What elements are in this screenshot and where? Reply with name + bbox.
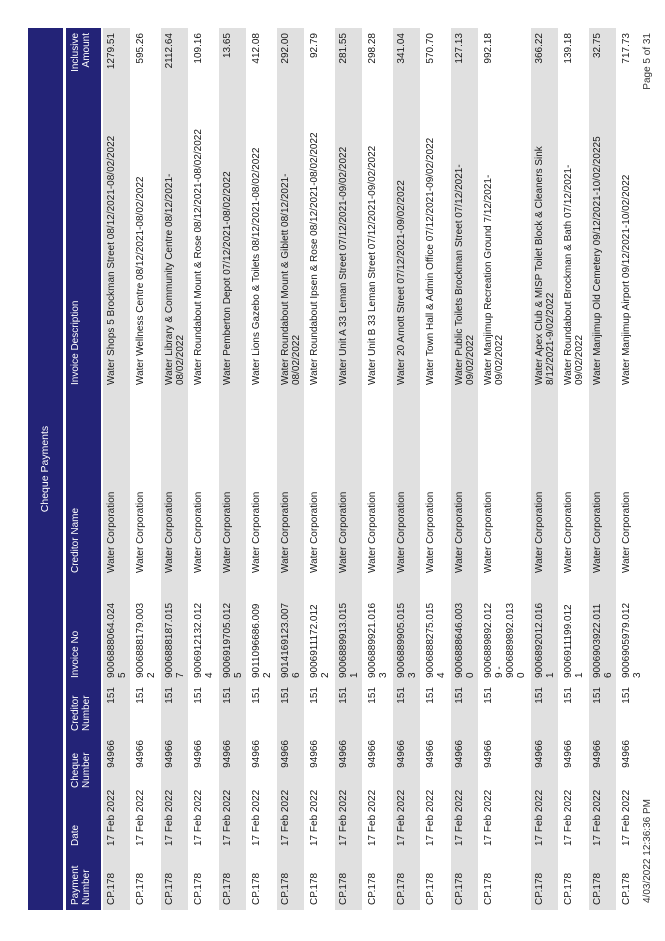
cell-payment-number: CP.178 (392, 851, 421, 910)
cell-date: 17 Feb 2022 (135, 789, 146, 846)
cell-payment-number: CP.178 (530, 851, 559, 910)
cell-payment-number: CP.178 (563, 872, 574, 905)
cell-inclusive-amount: 92.79 (309, 33, 320, 59)
cell-date: 17 Feb 2022 (251, 789, 262, 846)
cell-creditor-number: 151 (276, 683, 305, 736)
cell-invoice-description: Water Roundabout Mount & Rose 08/12/2021-08/02/2022 (193, 129, 204, 385)
cell-creditor-number: 151 (160, 683, 189, 736)
cell-creditor-name: Water Corporation (334, 391, 363, 596)
table-header (66, 28, 102, 910)
report-title-bar (28, 28, 63, 910)
table-row (617, 28, 645, 910)
cell-creditor-number: 151 (135, 687, 146, 704)
cell-creditor-name: Water Corporation (193, 491, 204, 573)
cell-date: 17 Feb 2022 (102, 793, 131, 851)
cell-date: 17 Feb 2022 (392, 793, 421, 851)
column-header-creditor-name: Creditor Name (66, 391, 102, 596)
cell-inclusive-amount: 281.55 (334, 28, 363, 123)
cell-creditor-name: Water Corporation (450, 391, 479, 596)
cell-creditor-name: Water Corporation (425, 491, 436, 573)
cell-invoice-description: Water Manjimup Old Cemetery 09/12/2021-10/02/20225 (588, 123, 617, 391)
cell-date: 17 Feb 2022 (334, 793, 363, 851)
cell-invoice-description: Water Library & Community Centre 08/12/2021-08/02/2022 (160, 123, 189, 391)
table-row (247, 28, 276, 910)
cell-date: 17 Feb 2022 (483, 789, 494, 846)
cell-invoice-description: Water Wellness Centre 08/12/2021-08/02/2022 (135, 176, 146, 385)
cell-invoice-description: Water Pemberton Depot 07/12/2021-08/02/2022 (218, 123, 247, 391)
cell-date: 17 Feb 2022 (530, 793, 559, 851)
table-row (588, 28, 617, 910)
cell-cheque-number: 94966 (160, 736, 189, 793)
cell-creditor-name: Water Corporation (392, 391, 421, 596)
cell-date: 17 Feb 2022 (193, 789, 204, 846)
column-header-cheque-number: Cheque Number (66, 736, 102, 793)
table-row (530, 28, 559, 910)
cell-cheque-number: 94966 (483, 740, 494, 768)
cell-date: 17 Feb 2022 (276, 793, 305, 851)
cell-inclusive-amount: 109.16 (193, 33, 204, 64)
cell-creditor-name: Water Corporation (251, 491, 262, 573)
cell-payment-number: CP.178 (588, 851, 617, 910)
cell-inclusive-amount: 139.18 (563, 33, 574, 64)
cell-date: 17 Feb 2022 (588, 793, 617, 851)
cell-cheque-number: 94966 (425, 740, 436, 768)
cell-invoice-description: Water Public Toilets Brockman Street 07/12/2021-09/02/2022 (450, 123, 479, 391)
cell-cheque-number: 94966 (135, 740, 146, 768)
table-row (421, 28, 450, 910)
cell-invoice-no: 9006911199.0121 (563, 604, 585, 678)
cell-invoice-description: Water Apex Club & MISP Toilet Block & Cleaners Sink 8/12/2021-9/02/2022 (530, 123, 559, 391)
cell-payment-number: CP.178 (450, 851, 479, 910)
cell-creditor-number: 151 (193, 687, 204, 704)
cell-creditor-number: 151 (563, 687, 574, 704)
cell-inclusive-amount: 595.26 (135, 33, 146, 64)
cell-payment-number: CP.178 (102, 851, 131, 910)
cell-invoice-no: 9006919705.0125 (218, 596, 247, 683)
cell-date: 17 Feb 2022 (309, 789, 320, 846)
table-row (189, 28, 218, 910)
cell-inclusive-amount: 366.22 (530, 28, 559, 123)
cell-cheque-number: 94966 (450, 736, 479, 793)
cell-cheque-number: 94966 (276, 736, 305, 793)
cell-inclusive-amount: 570.70 (425, 33, 436, 64)
cell-inclusive-amount: 717.73 (621, 33, 632, 64)
table-row (276, 28, 305, 910)
cell-creditor-number: 151 (392, 683, 421, 736)
cell-payment-number: CP.178 (276, 851, 305, 910)
cell-creditor-number: 151 (309, 687, 320, 704)
cell-creditor-name: Water Corporation (276, 391, 305, 596)
cell-invoice-no: 9006892012.0161 (530, 596, 559, 683)
cell-invoice-no: 9006888646.0030 (450, 596, 479, 683)
cell-invoice-description: Water Manjimup Recreation Ground 7/12/2021-09/02/2022 (483, 174, 505, 385)
cell-invoice-no: 9014169123.0076 (276, 596, 305, 683)
cell-creditor-name: Water Corporation (367, 491, 378, 573)
cell-inclusive-amount: 298.28 (367, 33, 378, 64)
cell-invoice-no: 9006888275.0154 (425, 602, 447, 678)
cell-creditor-name: Water Corporation (483, 491, 494, 573)
cell-creditor-name: Water Corporation (621, 491, 632, 573)
cell-cheque-number: 94966 (621, 740, 632, 768)
cell-cheque-number: 94966 (193, 740, 204, 768)
table-row (305, 28, 334, 910)
cell-invoice-no: 9006889921.0163 (367, 602, 389, 678)
cell-payment-number: CP.178 (160, 851, 189, 910)
table-row (479, 28, 530, 910)
column-header-payment-number: Payment Number (66, 851, 102, 910)
column-header-invoice-no: Invoice No (66, 596, 102, 683)
table-row (559, 28, 588, 910)
cell-invoice-no: 9006911172.0122 (309, 604, 331, 678)
cell-cheque-number: 94966 (392, 736, 421, 793)
cell-invoice-description: Water Shops 5 Brockman Street 08/12/2021-08/02/2022 (102, 123, 131, 391)
cell-creditor-number: 151 (450, 683, 479, 736)
cell-date: 17 Feb 2022 (563, 789, 574, 846)
cell-invoice-description: Water Unit A 33 Leman Street 07/12/2021-09/02/2022 (334, 123, 363, 391)
cell-cheque-number: 94966 (367, 740, 378, 768)
table-row (392, 28, 421, 910)
cell-creditor-name: Water Corporation (563, 491, 574, 573)
cell-invoice-description: Water 20 Arnott Street 07/12/2021-09/02/2022 (392, 123, 421, 391)
cell-date: 17 Feb 2022 (621, 789, 632, 846)
cell-inclusive-amount: 292.00 (276, 28, 305, 123)
cell-invoice-description: Water Town Hall & Admin Office 07/12/2021-09/02/2022 (425, 137, 436, 385)
cell-creditor-number: 151 (218, 683, 247, 736)
footer-timestamp: 4/03/2022 12:36:36 PM (642, 799, 653, 903)
cell-date: 17 Feb 2022 (160, 793, 189, 851)
cell-inclusive-amount: 127.13 (450, 28, 479, 123)
cell-creditor-number: 151 (251, 687, 262, 704)
cell-invoice-no: 9006888179.0032 (135, 602, 157, 678)
cell-invoice-description: Water Lions Gazebo & Toilets 08/12/2021-08/02/2022 (251, 147, 262, 385)
cell-creditor-name: Water Corporation (102, 391, 131, 596)
cell-invoice-description: Water Roundabout Mount & Giblett 08/12/2021-08/02/2022 (276, 123, 305, 391)
cell-payment-number: CP.178 (309, 872, 320, 905)
table-row (131, 28, 160, 910)
cell-creditor-number: 151 (334, 683, 363, 736)
cell-inclusive-amount: 412.08 (251, 33, 262, 64)
table-row (218, 28, 247, 910)
cell-creditor-name: Water Corporation (530, 391, 559, 596)
cell-creditor-name: Water Corporation (160, 391, 189, 596)
cell-payment-number: CP.178 (251, 872, 262, 905)
cell-creditor-number: 151 (483, 687, 494, 704)
cell-creditor-number: 151 (425, 687, 436, 704)
cell-cheque-number: 94966 (309, 740, 320, 768)
table-row (160, 28, 189, 910)
cell-payment-number: CP.178 (621, 872, 632, 905)
cell-cheque-number: 94966 (251, 740, 262, 768)
cell-payment-number: CP.178 (135, 872, 146, 905)
cell-creditor-name: Water Corporation (218, 391, 247, 596)
column-header-creditor-number: Creditor Number (66, 683, 102, 736)
table-header-row (66, 28, 102, 910)
cell-creditor-name: Water Corporation (135, 491, 146, 573)
report-title: Cheque Payments (39, 425, 51, 513)
cell-cheque-number: 94966 (218, 736, 247, 793)
table-row (102, 28, 131, 910)
cell-invoice-no: 9006889913.0151 (334, 596, 363, 683)
cell-creditor-number: 151 (621, 687, 632, 704)
cell-invoice-no: 9006889905.0153 (392, 596, 421, 683)
cell-invoice-no: 9006888064.0245 (102, 596, 131, 683)
table-body (102, 28, 645, 910)
cell-creditor-name: Water Corporation (588, 391, 617, 596)
cell-creditor-name: Water Corporation (309, 491, 320, 573)
cell-payment-number: CP.178 (425, 872, 436, 905)
cell-cheque-number: 94966 (102, 736, 131, 793)
cell-date: 17 Feb 2022 (367, 789, 378, 846)
column-header-inclusive-amount: Inclusive Amount (66, 28, 102, 123)
cell-invoice-description: Water Roundabout Ipsen & Rose 08/12/2021-08/02/2022 (309, 132, 320, 385)
table-row (450, 28, 479, 910)
cell-creditor-number: 151 (102, 683, 131, 736)
cell-creditor-number: 151 (588, 683, 617, 736)
cell-date: 17 Feb 2022 (425, 789, 436, 846)
cell-creditor-number: 151 (530, 683, 559, 736)
cell-inclusive-amount: 992.18 (483, 33, 494, 64)
cell-date: 17 Feb 2022 (450, 793, 479, 851)
table-row (363, 28, 392, 910)
cell-invoice-no: 9006888187.0157 (160, 596, 189, 683)
cell-invoice-no: 9006903922.0116 (588, 596, 617, 683)
column-header-date: Date (66, 793, 102, 851)
report-footer (642, 28, 654, 910)
cell-payment-number: CP.178 (334, 851, 363, 910)
column-header-invoice-description: Invoice Description (66, 123, 102, 391)
cell-invoice-description: Water Manjimup Airport 09/12/2021-10/02/2022 (621, 174, 632, 385)
cell-payment-number: CP.178 (193, 872, 204, 905)
cell-inclusive-amount: 13.65 (218, 28, 247, 123)
cell-invoice-no: 9011096686.0092 (251, 603, 273, 678)
cell-payment-number: CP.178 (218, 851, 247, 910)
table-row (334, 28, 363, 910)
footer-page-number: Page 5 of 31 (642, 33, 653, 90)
cell-invoice-no: 9006905979.0123 (621, 602, 643, 678)
cell-cheque-number: 94966 (530, 736, 559, 793)
cell-creditor-number: 151 (367, 687, 378, 704)
cell-payment-number: CP.178 (483, 872, 494, 905)
cell-cheque-number: 94966 (334, 736, 363, 793)
cheque-payments-table (66, 28, 645, 910)
cell-cheque-number: 94966 (563, 740, 574, 768)
cell-invoice-description: Water Roundabout Brockman & Bath 07/12/2021-09/02/2022 (563, 164, 585, 385)
cell-date: 17 Feb 2022 (218, 793, 247, 851)
cell-inclusive-amount: 341.04 (392, 28, 421, 123)
cell-invoice-no: 9006912132.0124 (193, 602, 215, 678)
cell-inclusive-amount: 1279.51 (102, 28, 131, 123)
cell-invoice-description: Water Unit B 33 Leman Street 07/12/2021-09/02/2022 (367, 145, 378, 385)
cell-cheque-number: 94966 (588, 736, 617, 793)
cell-inclusive-amount: 32.75 (588, 28, 617, 123)
cell-payment-number: CP.178 (367, 872, 378, 905)
cell-invoice-no: 9006889892.0129 - 9006889892.0130 (483, 602, 527, 678)
cell-inclusive-amount: 2112.64 (160, 28, 189, 123)
